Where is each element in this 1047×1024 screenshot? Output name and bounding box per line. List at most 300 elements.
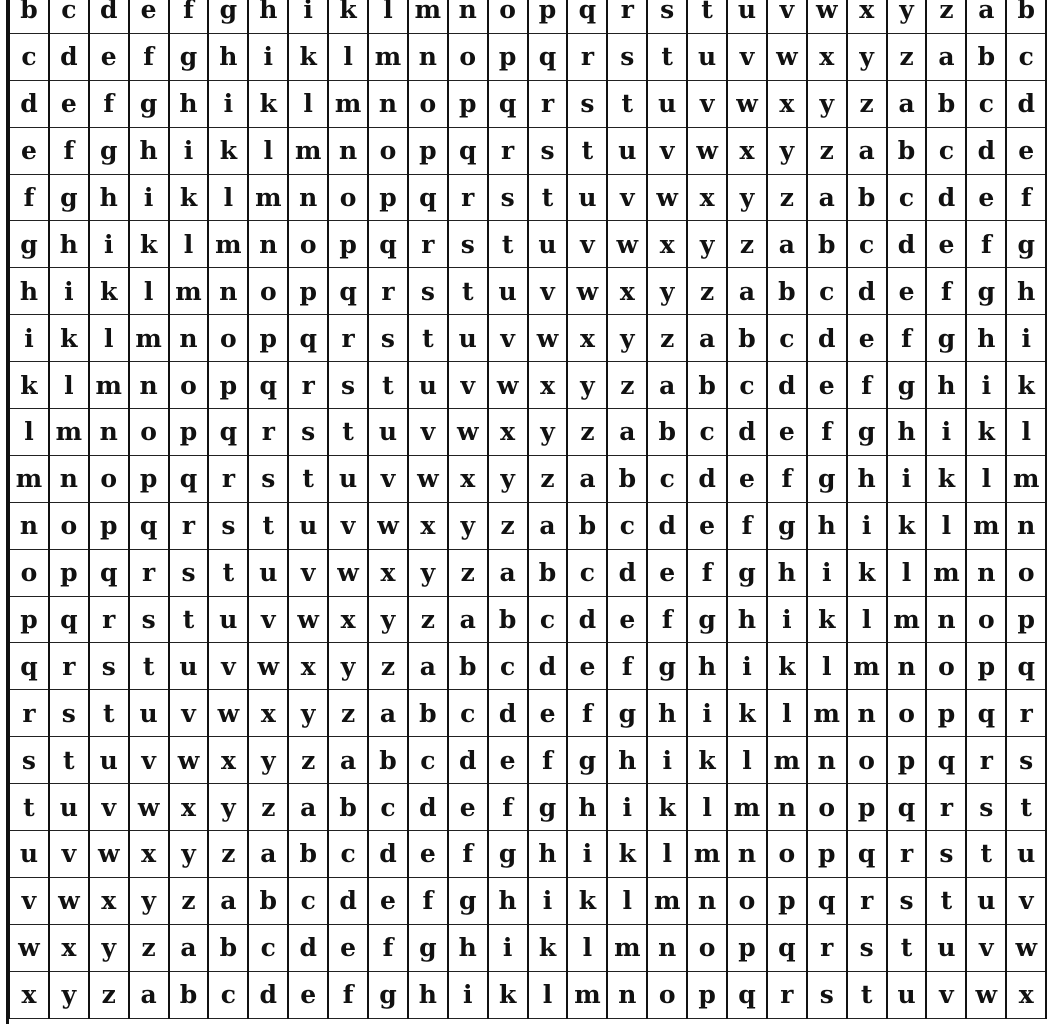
- table-cell: l: [767, 690, 807, 737]
- table-cell: a: [807, 174, 847, 221]
- table-cell: n: [9, 502, 49, 549]
- table-cell: s: [169, 549, 209, 596]
- table-cell: v: [687, 80, 727, 127]
- table-cell: d: [847, 268, 887, 315]
- alphabet-table-body: [9, 0, 1046, 1018]
- table-cell: u: [169, 643, 209, 690]
- table-cell: n: [169, 315, 209, 362]
- table-cell: y: [727, 174, 767, 221]
- table-cell: d: [288, 924, 328, 971]
- table-cell: w: [408, 455, 448, 502]
- table-cell: p: [488, 33, 528, 80]
- table-cell: h: [926, 362, 966, 409]
- table-cell: k: [89, 268, 129, 315]
- table-cell: p: [248, 315, 288, 362]
- table-cell: b: [607, 455, 647, 502]
- table-cell: d: [448, 737, 488, 784]
- table-cell: p: [9, 596, 49, 643]
- table-cell: y: [567, 362, 607, 409]
- table-cell: s: [488, 174, 528, 221]
- table-cell: r: [129, 549, 169, 596]
- table-cell: i: [966, 362, 1006, 409]
- table-cell: f: [89, 80, 129, 127]
- table-cell: c: [687, 409, 727, 456]
- table-cell: v: [567, 221, 607, 268]
- table-cell: s: [408, 268, 448, 315]
- table-cell: e: [448, 784, 488, 831]
- table-cell: f: [807, 409, 847, 456]
- table-cell: d: [1006, 80, 1046, 127]
- table-cell: k: [9, 362, 49, 409]
- table-cell: b: [448, 643, 488, 690]
- table-cell: n: [248, 221, 288, 268]
- table-cell: v: [248, 596, 288, 643]
- table-cell: m: [248, 174, 288, 221]
- table-row: [9, 924, 1046, 971]
- table-cell: h: [687, 643, 727, 690]
- table-cell: l: [807, 643, 847, 690]
- table-cell: s: [966, 784, 1006, 831]
- table-cell: t: [9, 784, 49, 831]
- table-cell: d: [607, 549, 647, 596]
- table-cell: f: [169, 0, 209, 33]
- table-cell: s: [528, 127, 568, 174]
- table-cell: o: [9, 549, 49, 596]
- table-cell: w: [368, 502, 408, 549]
- table-cell: e: [847, 315, 887, 362]
- table-cell: r: [607, 0, 647, 33]
- table-cell: o: [966, 596, 1006, 643]
- table-cell: p: [208, 362, 248, 409]
- table-cell: c: [607, 502, 647, 549]
- table-cell: y: [49, 971, 89, 1018]
- table-cell: q: [408, 174, 448, 221]
- table-cell: z: [368, 643, 408, 690]
- table-cell: g: [567, 737, 607, 784]
- table-cell: c: [1006, 33, 1046, 80]
- table-cell: a: [966, 0, 1006, 33]
- table-row: [9, 315, 1046, 362]
- table-cell: w: [169, 737, 209, 784]
- table-cell: i: [1006, 315, 1046, 362]
- table-cell: g: [767, 502, 807, 549]
- table-cell: w: [1006, 924, 1046, 971]
- table-row: [9, 221, 1046, 268]
- table-cell: u: [966, 877, 1006, 924]
- table-cell: x: [208, 737, 248, 784]
- table-cell: f: [49, 127, 89, 174]
- table-cell: p: [448, 80, 488, 127]
- table-cell: y: [208, 784, 248, 831]
- table-cell: e: [807, 362, 847, 409]
- table-cell: e: [966, 174, 1006, 221]
- table-cell: s: [208, 502, 248, 549]
- table-cell: o: [847, 737, 887, 784]
- table-cell: a: [408, 643, 448, 690]
- table-cell: h: [89, 174, 129, 221]
- table-cell: s: [89, 643, 129, 690]
- table-cell: a: [169, 924, 209, 971]
- table-cell: h: [727, 596, 767, 643]
- table-cell: x: [448, 455, 488, 502]
- table-cell: a: [528, 502, 568, 549]
- table-cell: b: [248, 877, 288, 924]
- table-cell: h: [1006, 268, 1046, 315]
- table-cell: d: [687, 455, 727, 502]
- table-cell: b: [966, 33, 1006, 80]
- table-cell: z: [288, 737, 328, 784]
- table-cell: k: [1006, 362, 1046, 409]
- table-cell: d: [567, 596, 607, 643]
- table-cell: h: [966, 315, 1006, 362]
- table-cell: d: [727, 409, 767, 456]
- table-cell: u: [448, 315, 488, 362]
- table-cell: t: [966, 831, 1006, 878]
- table-cell: u: [567, 174, 607, 221]
- table-cell: o: [926, 643, 966, 690]
- table-cell: u: [49, 784, 89, 831]
- table-cell: e: [408, 831, 448, 878]
- table-cell: v: [727, 33, 767, 80]
- table-cell: u: [926, 924, 966, 971]
- table-cell: l: [847, 596, 887, 643]
- table-row: [9, 784, 1046, 831]
- table-cell: i: [288, 0, 328, 33]
- table-cell: c: [288, 877, 328, 924]
- table-cell: p: [966, 643, 1006, 690]
- table-cell: u: [129, 690, 169, 737]
- table-cell: i: [49, 268, 89, 315]
- table-cell: e: [887, 268, 927, 315]
- table-cell: f: [887, 315, 927, 362]
- table-cell: i: [847, 502, 887, 549]
- table-cell: q: [129, 502, 169, 549]
- table-cell: k: [727, 690, 767, 737]
- table-cell: u: [1006, 831, 1046, 878]
- table-cell: w: [966, 971, 1006, 1018]
- table-cell: y: [887, 0, 927, 33]
- table-cell: u: [9, 831, 49, 878]
- table-cell: d: [767, 362, 807, 409]
- table-cell: s: [248, 455, 288, 502]
- table-cell: d: [807, 315, 847, 362]
- table-cell: g: [926, 315, 966, 362]
- table-cell: b: [727, 315, 767, 362]
- table-row: [9, 690, 1046, 737]
- table-cell: r: [49, 643, 89, 690]
- table-cell: u: [528, 221, 568, 268]
- table-cell: c: [727, 362, 767, 409]
- table-cell: o: [248, 268, 288, 315]
- table-cell: q: [49, 596, 89, 643]
- table-row: [9, 409, 1046, 456]
- table-cell: u: [328, 455, 368, 502]
- table-cell: l: [248, 127, 288, 174]
- table-cell: i: [89, 221, 129, 268]
- table-cell: o: [288, 221, 328, 268]
- table-cell: g: [727, 549, 767, 596]
- table-cell: p: [926, 690, 966, 737]
- table-cell: f: [966, 221, 1006, 268]
- table-cell: y: [169, 831, 209, 878]
- table-cell: w: [328, 549, 368, 596]
- table-cell: m: [288, 127, 328, 174]
- table-cell: k: [488, 971, 528, 1018]
- table-cell: r: [408, 221, 448, 268]
- table-cell: o: [767, 831, 807, 878]
- table-cell: s: [926, 831, 966, 878]
- table-cell: f: [408, 877, 448, 924]
- table-cell: x: [1006, 971, 1046, 1018]
- table-cell: w: [687, 127, 727, 174]
- table-cell: c: [248, 924, 288, 971]
- table-cell: b: [528, 549, 568, 596]
- table-cell: e: [288, 971, 328, 1018]
- table-cell: r: [208, 455, 248, 502]
- table-cell: v: [169, 690, 209, 737]
- table-cell: e: [607, 596, 647, 643]
- table-cell: x: [647, 221, 687, 268]
- table-cell: r: [1006, 690, 1046, 737]
- table-cell: k: [49, 315, 89, 362]
- table-cell: r: [89, 596, 129, 643]
- table-cell: x: [288, 643, 328, 690]
- table-cell: w: [129, 784, 169, 831]
- table-cell: t: [847, 971, 887, 1018]
- table-cell: x: [847, 0, 887, 33]
- table-cell: n: [767, 784, 807, 831]
- table-cell: h: [49, 221, 89, 268]
- table-cell: a: [647, 362, 687, 409]
- table-cell: q: [328, 268, 368, 315]
- table-cell: o: [887, 690, 927, 737]
- table-cell: k: [847, 549, 887, 596]
- table-cell: c: [368, 784, 408, 831]
- table-cell: s: [647, 0, 687, 33]
- table-cell: i: [767, 596, 807, 643]
- table-cell: q: [1006, 643, 1046, 690]
- table-cell: t: [169, 596, 209, 643]
- table-row: [9, 362, 1046, 409]
- table-cell: a: [727, 268, 767, 315]
- table-cell: z: [687, 268, 727, 315]
- table-cell: z: [448, 549, 488, 596]
- table-cell: p: [807, 831, 847, 878]
- table-cell: w: [727, 80, 767, 127]
- table-cell: g: [89, 127, 129, 174]
- table-cell: q: [368, 221, 408, 268]
- table-cell: u: [647, 80, 687, 127]
- table-cell: b: [767, 268, 807, 315]
- table-row: [9, 877, 1046, 924]
- table-cell: l: [328, 33, 368, 80]
- table-row: [9, 549, 1046, 596]
- table-cell: g: [528, 784, 568, 831]
- table-cell: p: [89, 502, 129, 549]
- table-row: [9, 502, 1046, 549]
- table-cell: p: [528, 0, 568, 33]
- table-cell: w: [807, 0, 847, 33]
- table-cell: r: [887, 831, 927, 878]
- table-cell: x: [408, 502, 448, 549]
- table-cell: w: [49, 877, 89, 924]
- table-cell: m: [966, 502, 1006, 549]
- table-cell: w: [528, 315, 568, 362]
- table-cell: n: [288, 174, 328, 221]
- table-cell: u: [887, 971, 927, 1018]
- table-cell: q: [248, 362, 288, 409]
- table-cell: g: [448, 877, 488, 924]
- table-cell: n: [208, 268, 248, 315]
- table-cell: y: [647, 268, 687, 315]
- table-cell: t: [408, 315, 448, 362]
- table-cell: c: [408, 737, 448, 784]
- table-cell: n: [847, 690, 887, 737]
- table-cell: k: [687, 737, 727, 784]
- table-cell: y: [248, 737, 288, 784]
- table-cell: h: [9, 268, 49, 315]
- table-cell: a: [767, 221, 807, 268]
- table-cell: e: [1006, 127, 1046, 174]
- table-cell: k: [807, 596, 847, 643]
- table-row: [9, 268, 1046, 315]
- table-cell: b: [288, 831, 328, 878]
- table-cell: i: [528, 877, 568, 924]
- table-cell: a: [448, 596, 488, 643]
- table-cell: t: [288, 455, 328, 502]
- table-cell: v: [208, 643, 248, 690]
- table-cell: e: [727, 455, 767, 502]
- table-cell: c: [887, 174, 927, 221]
- table-cell: x: [49, 924, 89, 971]
- table-cell: o: [448, 33, 488, 80]
- table-cell: y: [607, 315, 647, 362]
- table-cell: e: [567, 643, 607, 690]
- table-cell: k: [288, 33, 328, 80]
- table-cell: i: [169, 127, 209, 174]
- table-cell: z: [169, 877, 209, 924]
- table-cell: r: [9, 690, 49, 737]
- table-cell: f: [727, 502, 767, 549]
- table-cell: y: [488, 455, 528, 502]
- table-cell: o: [807, 784, 847, 831]
- table-cell: t: [129, 643, 169, 690]
- table-cell: e: [328, 924, 368, 971]
- table-cell: q: [887, 784, 927, 831]
- table-cell: v: [408, 409, 448, 456]
- table-cell: i: [926, 409, 966, 456]
- table-cell: n: [328, 127, 368, 174]
- table-cell: h: [169, 80, 209, 127]
- table-cell: z: [807, 127, 847, 174]
- table-cell: a: [926, 33, 966, 80]
- table-cell: r: [847, 877, 887, 924]
- table-cell: x: [528, 362, 568, 409]
- table-cell: i: [607, 784, 647, 831]
- table-cell: z: [408, 596, 448, 643]
- table-cell: o: [169, 362, 209, 409]
- table-cell: h: [647, 690, 687, 737]
- table-cell: p: [847, 784, 887, 831]
- table-cell: o: [368, 127, 408, 174]
- table-cell: v: [1006, 877, 1046, 924]
- table-cell: c: [807, 268, 847, 315]
- table-cell: f: [847, 362, 887, 409]
- table-row: [9, 0, 1046, 33]
- table-cell: b: [567, 502, 607, 549]
- table-cell: g: [408, 924, 448, 971]
- table-cell: r: [567, 33, 607, 80]
- table-cell: f: [926, 268, 966, 315]
- table-cell: z: [926, 0, 966, 33]
- table-cell: z: [607, 362, 647, 409]
- table-cell: v: [328, 502, 368, 549]
- table-cell: o: [408, 80, 448, 127]
- table-cell: d: [49, 33, 89, 80]
- table-cell: y: [448, 502, 488, 549]
- table-cell: v: [966, 924, 1006, 971]
- table-cell: k: [887, 502, 927, 549]
- table-cell: p: [169, 409, 209, 456]
- table-cell: b: [328, 784, 368, 831]
- table-cell: l: [1006, 409, 1046, 456]
- table-cell: y: [129, 877, 169, 924]
- table-cell: l: [607, 877, 647, 924]
- table-cell: h: [488, 877, 528, 924]
- table-cell: l: [687, 784, 727, 831]
- table-cell: p: [727, 924, 767, 971]
- table-cell: o: [488, 0, 528, 33]
- table-cell: m: [49, 409, 89, 456]
- table-cell: m: [9, 455, 49, 502]
- table-cell: c: [647, 455, 687, 502]
- table-cell: f: [767, 455, 807, 502]
- table-cell: q: [727, 971, 767, 1018]
- table-cell: l: [528, 971, 568, 1018]
- table-cell: h: [887, 409, 927, 456]
- table-cell: a: [368, 690, 408, 737]
- table-cell: i: [647, 737, 687, 784]
- table-cell: g: [169, 33, 209, 80]
- table-cell: z: [89, 971, 129, 1018]
- table-cell: n: [1006, 502, 1046, 549]
- table-cell: x: [129, 831, 169, 878]
- table-cell: h: [248, 0, 288, 33]
- table-cell: q: [169, 455, 209, 502]
- table-cell: v: [288, 549, 328, 596]
- table-cell: v: [9, 877, 49, 924]
- table-cell: m: [208, 221, 248, 268]
- table-cell: s: [887, 877, 927, 924]
- table-cell: d: [328, 877, 368, 924]
- table-cell: m: [647, 877, 687, 924]
- table-cell: l: [368, 0, 408, 33]
- table-cell: r: [488, 127, 528, 174]
- table-cell: x: [328, 596, 368, 643]
- table-cell: l: [89, 315, 129, 362]
- table-cell: m: [567, 971, 607, 1018]
- table-cell: f: [567, 690, 607, 737]
- table-cell: n: [647, 924, 687, 971]
- table-cell: e: [89, 33, 129, 80]
- table-cell: d: [248, 971, 288, 1018]
- table-cell: e: [49, 80, 89, 127]
- table-cell: y: [807, 80, 847, 127]
- table-cell: s: [807, 971, 847, 1018]
- table-cell: p: [328, 221, 368, 268]
- table-cell: x: [89, 877, 129, 924]
- table-cell: c: [208, 971, 248, 1018]
